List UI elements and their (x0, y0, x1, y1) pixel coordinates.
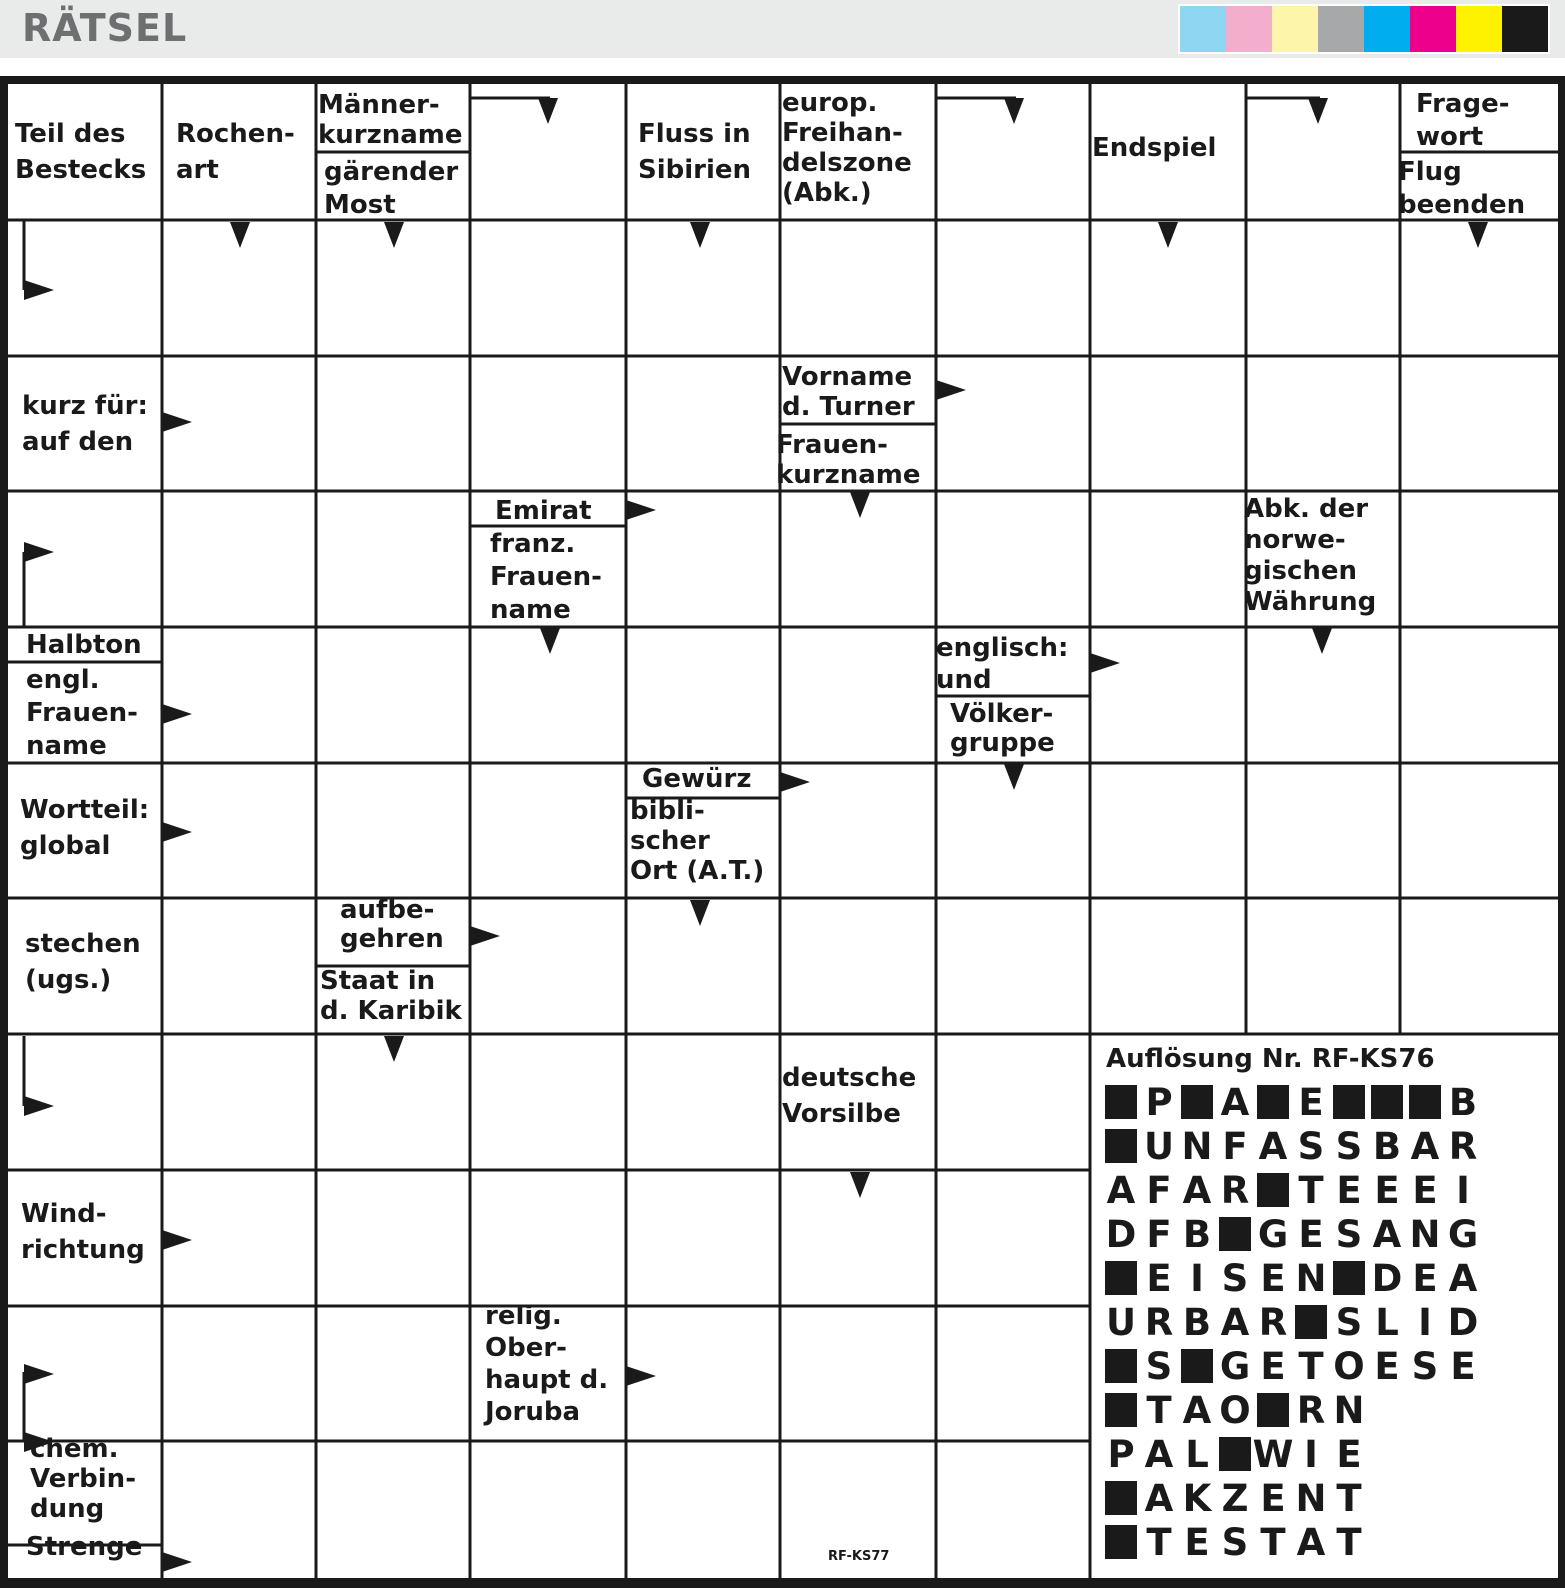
solution-cell: A (1220, 1300, 1250, 1344)
solution-cell: R (1296, 1388, 1326, 1432)
clue-arrow-icon (24, 1364, 54, 1384)
color-swatch (1364, 6, 1410, 52)
solution-cell: G (1447, 1212, 1479, 1256)
solution-cell: S (1297, 1124, 1325, 1168)
clue-arrow-icon (1004, 98, 1024, 124)
clue-arrow-icon (626, 1366, 656, 1386)
clue-arrow-icon (24, 542, 54, 562)
solution-cell: F (1222, 1124, 1248, 1168)
solution-cell: U (1105, 1300, 1137, 1344)
solution-cell (1102, 1478, 1140, 1518)
clue-arrow-icon (690, 222, 710, 248)
clue-wortteil-global: Wortteil: global (20, 795, 150, 861)
clue-arrow-icon (1312, 628, 1332, 654)
clue-abk-norwegische-waehrung: Abk. der norwe- gischen Währung (1244, 494, 1377, 617)
clue-kurz-fuer-auf-den: kurz für: auf den (22, 391, 148, 457)
solution-cell: T (1336, 1520, 1362, 1564)
solution-cell: G (1257, 1212, 1289, 1256)
clue-englisch-und: englisch: und (936, 633, 1069, 695)
solution-cell (1178, 1346, 1216, 1386)
solution-cell: T (1146, 1520, 1172, 1564)
solution-cell: E (1374, 1344, 1400, 1388)
solution-cell: A (1182, 1168, 1212, 1212)
solution-cell: A (1448, 1256, 1478, 1300)
solution-cell: P (1107, 1432, 1135, 1476)
clue-arrow-icon (936, 380, 966, 400)
solution-row (1102, 1302, 1482, 1342)
solution-cell: A (1372, 1212, 1402, 1256)
clue-flug-beenden: Flug beenden (1398, 157, 1526, 220)
solution-cell: A (1144, 1476, 1174, 1520)
solution-cell (1254, 1390, 1292, 1430)
solution-row (1102, 1478, 1368, 1518)
solution-cell: T (1336, 1476, 1362, 1520)
solution-cell: E (1260, 1344, 1286, 1388)
solution-cell: R (1220, 1168, 1250, 1212)
clue-europ-freihandelszone: europ. Freihan- delszone (Abk.) (782, 88, 912, 208)
solution-cell: A (1296, 1520, 1326, 1564)
solution-cell: S (1221, 1520, 1249, 1564)
solution-cell (1368, 1082, 1406, 1122)
solution-cell: T (1146, 1388, 1172, 1432)
clue-voelkergruppe: Völker- gruppe (950, 699, 1055, 758)
solution-cell: L (1185, 1432, 1209, 1476)
solution-cell: A (1182, 1388, 1212, 1432)
clue-chem-verbindung: chem. Verbin- dung (30, 1434, 136, 1524)
clue-halbton: Halbton (26, 630, 142, 660)
solution-cell: B (1182, 1212, 1212, 1256)
clue-arrow-icon (1090, 653, 1120, 673)
solution-row (1102, 1214, 1482, 1254)
solution-cell: K (1182, 1476, 1212, 1520)
solution-cell: A (1258, 1124, 1288, 1168)
clue-arrow-icon (1468, 222, 1488, 248)
color-swatch (1456, 6, 1502, 52)
solution-cell: E (1450, 1344, 1476, 1388)
clue-arrow-icon (384, 222, 404, 248)
color-calibration-bar (1178, 4, 1550, 54)
solution-cell (1178, 1082, 1216, 1122)
clue-fluss-in-sibirien: Fluss in Sibirien (638, 119, 752, 185)
solution-cell: Z (1221, 1476, 1249, 1520)
color-swatch (1410, 6, 1456, 52)
clue-windrichtung: Wind- richtung (21, 1199, 145, 1265)
clue-arrow-icon (162, 704, 192, 724)
clue-emirat: Emirat (495, 496, 592, 526)
solution-cell: E (1184, 1520, 1210, 1564)
solution-title: Auflösung Nr. RF-KS76 (1106, 1044, 1435, 1074)
solution-cell (1102, 1258, 1140, 1298)
solution-cell: P (1145, 1080, 1173, 1124)
solution-cell (1216, 1434, 1254, 1474)
solution-cell: E (1336, 1432, 1362, 1476)
solution-cell: E (1260, 1256, 1286, 1300)
clue-arrow-icon (540, 628, 560, 654)
clue-gaerender-most: gärender Most (324, 157, 459, 220)
solution-cell: D (1371, 1256, 1403, 1300)
solution-cell: S (1335, 1124, 1363, 1168)
clue-arrow-icon (1004, 764, 1024, 790)
page-title: RÄTSEL (22, 6, 188, 50)
clue-rochenart: Rochen- art (176, 119, 295, 185)
solution-cell (1330, 1258, 1368, 1298)
solution-row (1102, 1346, 1482, 1386)
clue-arrow-icon (470, 926, 500, 946)
solution-cell: I (1456, 1168, 1470, 1212)
clue-arrow-icon (384, 1036, 404, 1062)
clue-staat-in-d-karibik: Staat in d. Karibik (320, 966, 462, 1026)
clue-fragewort: Frage- wort (1416, 89, 1510, 152)
solution-cell: A (1106, 1168, 1136, 1212)
solution-cell: F (1146, 1212, 1172, 1256)
solution-cell: A (1220, 1080, 1250, 1124)
solution-cell: B (1372, 1124, 1402, 1168)
solution-row (1102, 1170, 1482, 1210)
solution-cell: E (1374, 1168, 1400, 1212)
solution-cell: N (1295, 1476, 1327, 1520)
clue-arrow-icon (780, 772, 810, 792)
solution-cell (1102, 1126, 1140, 1166)
solution-cell: G (1219, 1344, 1251, 1388)
solution-row (1102, 1434, 1368, 1474)
solution-cell (1216, 1214, 1254, 1254)
solution-cell: I (1304, 1432, 1318, 1476)
solution-cell: O (1219, 1388, 1251, 1432)
solution-cell (1254, 1170, 1292, 1210)
solution-cell (1102, 1346, 1140, 1386)
solution-cell: U (1143, 1124, 1175, 1168)
solution-cell: N (1295, 1256, 1327, 1300)
solution-cell: I (1418, 1300, 1432, 1344)
clue-arrow-icon (24, 1096, 54, 1116)
solution-cell: T (1298, 1168, 1324, 1212)
solution-cell: R (1144, 1300, 1174, 1344)
clue-arrow-icon (162, 822, 192, 842)
clue-arrow-icon (626, 500, 656, 520)
solution-row (1102, 1390, 1368, 1430)
clue-arrow-icon (1308, 98, 1328, 124)
solution-cell: D (1105, 1212, 1137, 1256)
clue-arrow-icon (1158, 222, 1178, 248)
clue-strenge: Strenge (26, 1532, 143, 1562)
page-header (0, 0, 1565, 58)
solution-cell (1406, 1082, 1444, 1122)
clue-arrow-icon (538, 98, 558, 124)
solution-cell: A (1410, 1124, 1440, 1168)
solution-row (1102, 1082, 1482, 1122)
clue-arrow-icon (162, 1230, 192, 1250)
solution-cell: W (1252, 1432, 1294, 1476)
clue-relig-oberhaupt-joruba: relig. Ober- haupt d. Joruba (485, 1301, 609, 1427)
clue-teil-des-bestecks: Teil des Bestecks (15, 119, 147, 185)
solution-cell: E (1260, 1476, 1286, 1520)
clue-deutsche-vorsilbe: deutsche Vorsilbe (782, 1063, 917, 1129)
solution-cell: E (1146, 1256, 1172, 1300)
solution-cell: A (1144, 1432, 1174, 1476)
clue-arrow-icon (162, 412, 192, 432)
clue-biblischer-ort: bibli- scher Ort (A.T.) (630, 796, 765, 886)
clue-stechen-ugs: stechen (ugs.) (25, 929, 141, 995)
solution-cell: S (1411, 1344, 1439, 1388)
solution-cell: S (1145, 1344, 1173, 1388)
solution-cell (1102, 1082, 1140, 1122)
color-swatch (1226, 6, 1272, 52)
solution-cell: I (1190, 1256, 1204, 1300)
solution-cell: D (1447, 1300, 1479, 1344)
solution-cell: E (1336, 1168, 1362, 1212)
solution-cell: R (1448, 1124, 1478, 1168)
puzzle-code: RF-KS77 (828, 1549, 890, 1564)
solution-cell (1292, 1302, 1330, 1342)
solution-cell: N (1181, 1124, 1213, 1168)
solution-cell: S (1221, 1256, 1249, 1300)
solution-panel (1100, 1044, 1540, 1564)
solution-cell: S (1335, 1300, 1363, 1344)
solution-cell: N (1409, 1212, 1441, 1256)
clue-engl-frauenname: engl. Frauen- name (26, 665, 138, 761)
clue-franz-frauenname: franz. Frauen- name (490, 529, 602, 625)
clue-aufbegehren: aufbe- gehren (340, 895, 444, 954)
solution-cell: T (1260, 1520, 1286, 1564)
solution-cell: B (1182, 1300, 1212, 1344)
color-swatch (1180, 6, 1226, 52)
solution-cell: E (1298, 1080, 1324, 1124)
solution-cell: B (1448, 1080, 1478, 1124)
color-swatch (1272, 6, 1318, 52)
solution-cell: F (1146, 1168, 1172, 1212)
solution-row (1102, 1258, 1482, 1298)
solution-cell (1102, 1390, 1140, 1430)
solution-row (1102, 1126, 1482, 1166)
solution-cell: T (1298, 1344, 1324, 1388)
solution-cell (1254, 1082, 1292, 1122)
clue-vorname-d-turner: Vorname d. Turner (782, 362, 915, 422)
color-swatch (1318, 6, 1364, 52)
clue-arrow-icon (230, 222, 250, 248)
clue-frauenkurzname: Frauen- kurzname (776, 430, 921, 490)
clue-arrow-icon (690, 900, 710, 926)
clue-arrow-icon (162, 1552, 192, 1572)
solution-cell: S (1335, 1212, 1363, 1256)
solution-cell: L (1375, 1300, 1399, 1344)
solution-cell (1330, 1082, 1368, 1122)
clue-maennerkurzname: Männer- kurzname (318, 90, 463, 150)
solution-cell: E (1412, 1256, 1438, 1300)
solution-cell: E (1298, 1212, 1324, 1256)
solution-cell (1102, 1522, 1140, 1562)
clue-endspiel: Endspiel (1092, 133, 1217, 163)
solution-cell: R (1258, 1300, 1288, 1344)
color-swatch (1502, 6, 1548, 52)
solution-cell: N (1333, 1388, 1365, 1432)
clue-arrow-icon (24, 280, 54, 300)
solution-cell: O (1333, 1344, 1365, 1388)
clue-gewuerz: Gewürz (642, 764, 752, 794)
clue-arrow-icon (850, 492, 870, 518)
solution-cell: E (1412, 1168, 1438, 1212)
solution-row (1102, 1522, 1368, 1562)
clue-arrow-icon (850, 1172, 870, 1198)
